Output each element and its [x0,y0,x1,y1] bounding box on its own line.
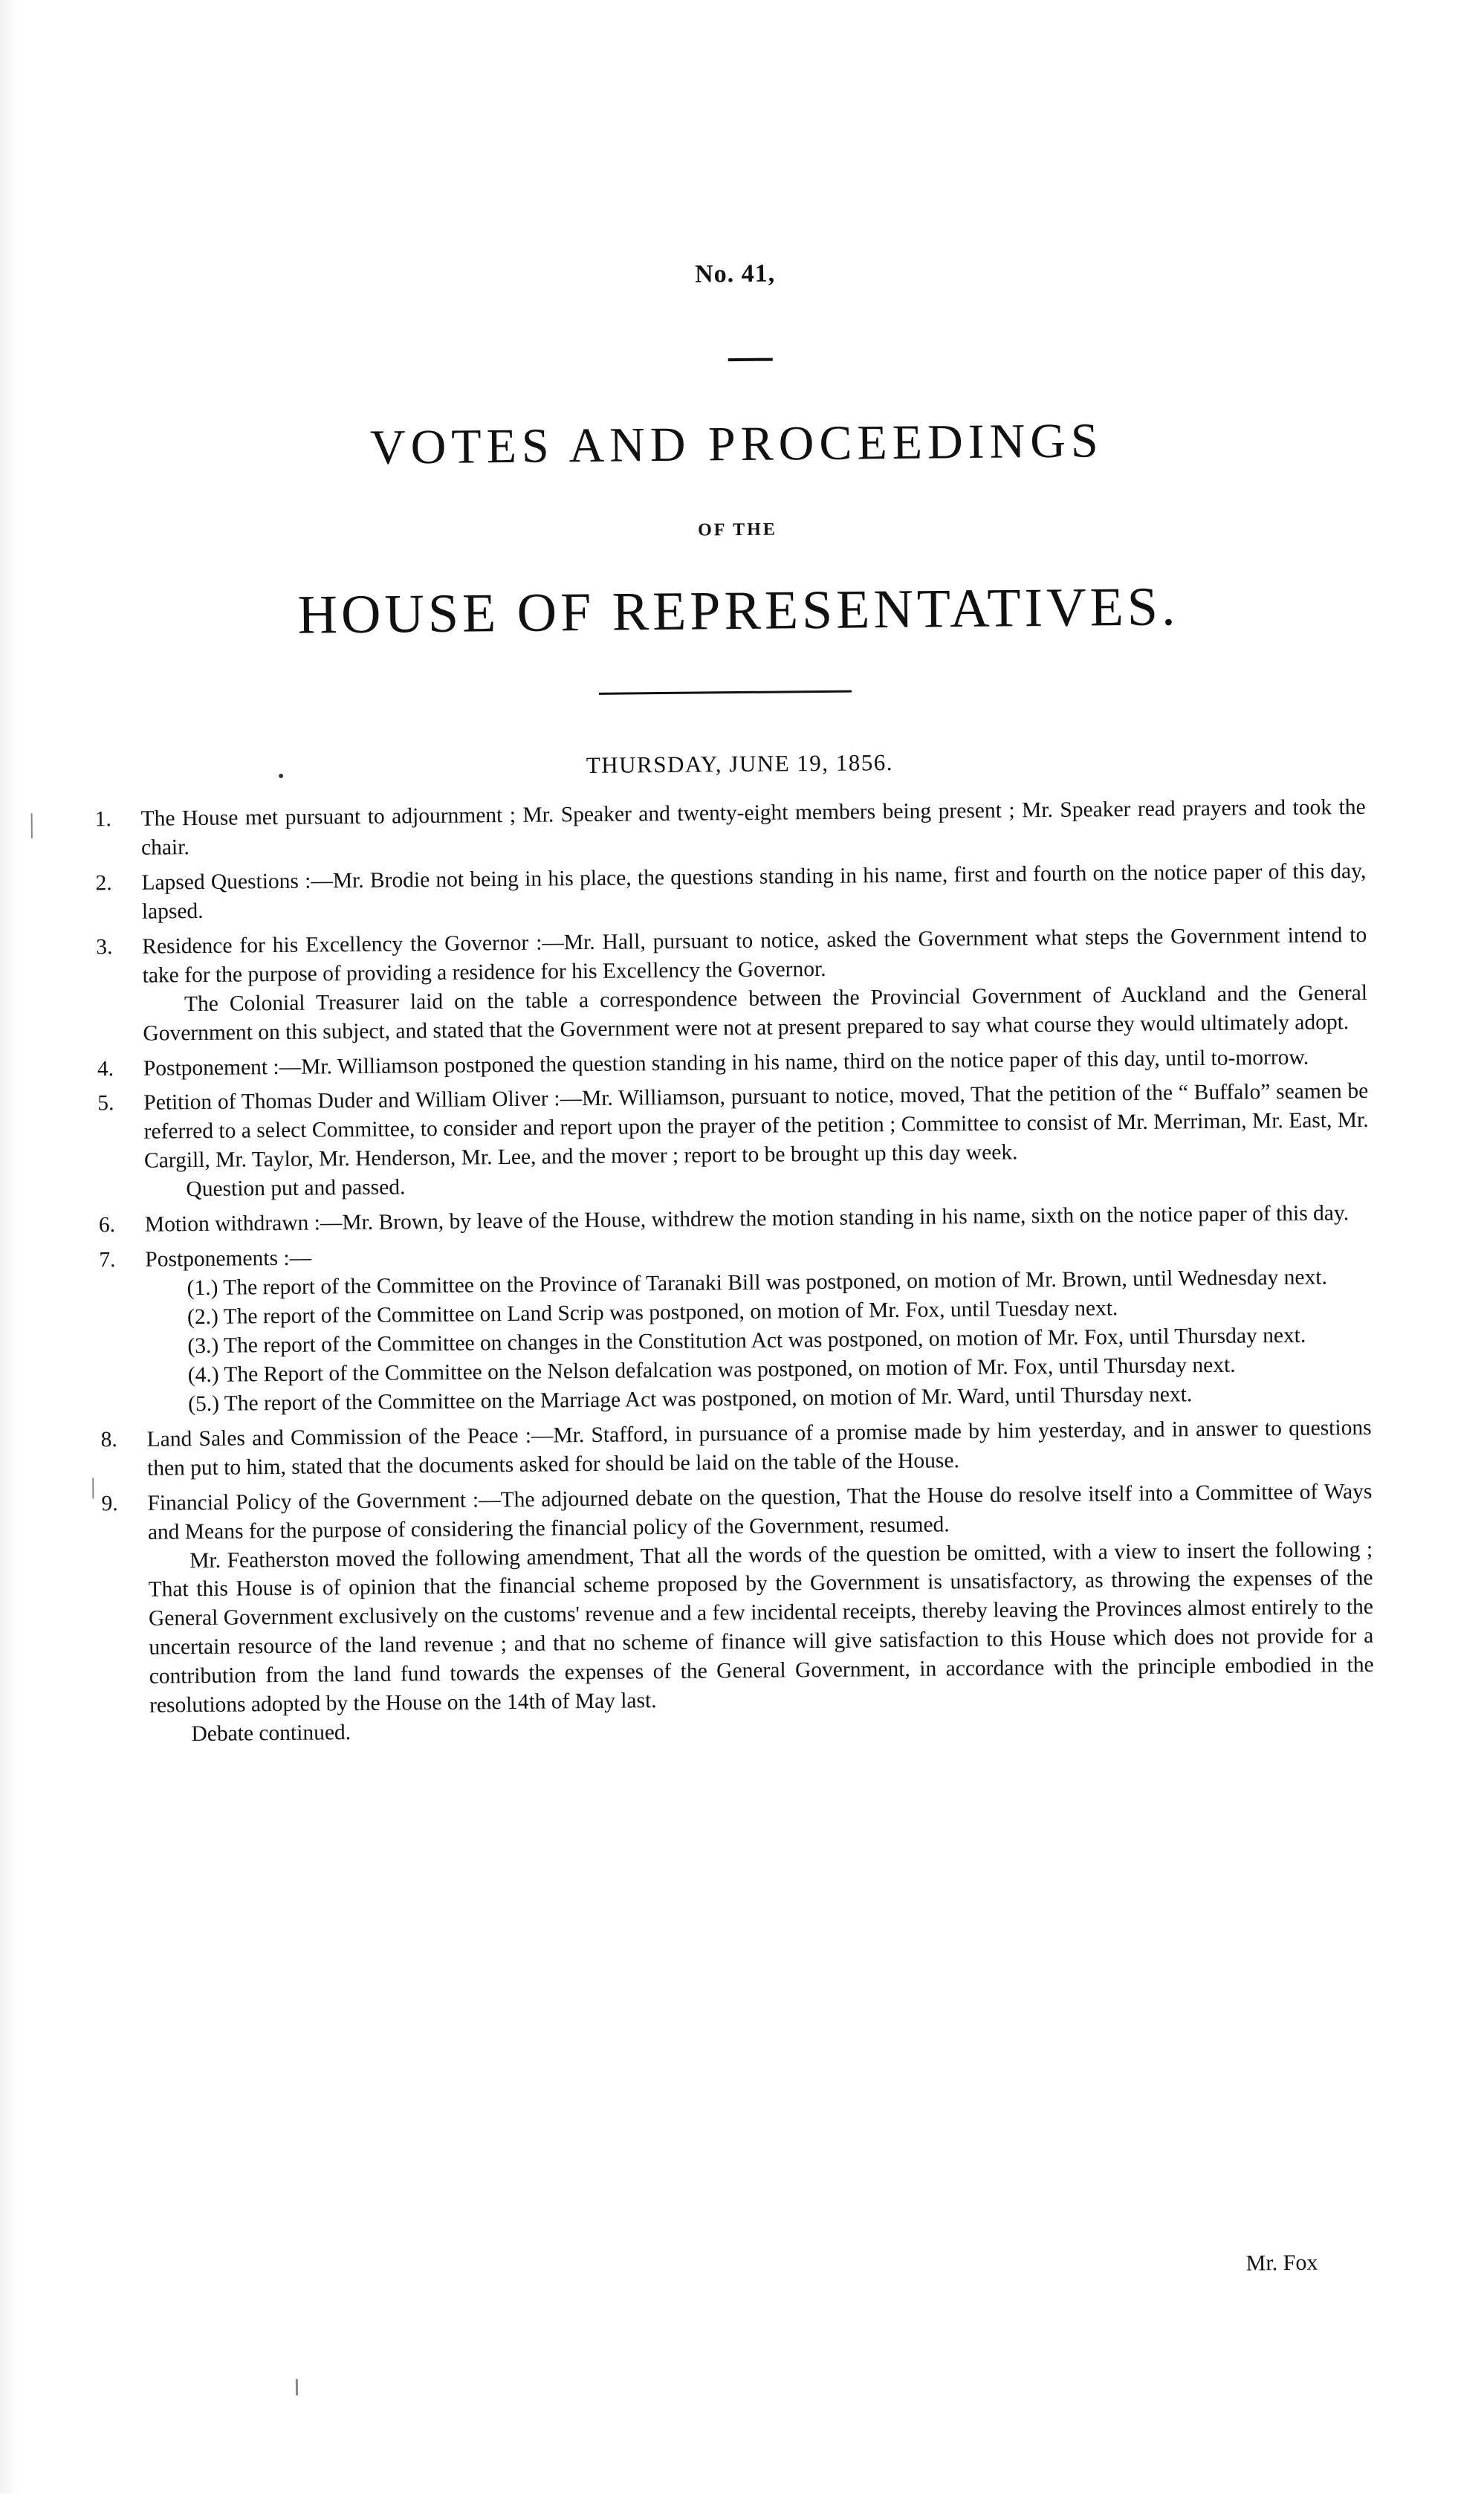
minute-entry [91,1199,1370,1240]
catchword: Mr. Fox [1245,2250,1318,2276]
minute-text: Lapsed Questions :—Mr. Brodie not being in his place, the questions standing in his name, first and fourth on the notice paper of this day, lapsed. [141,858,1367,924]
minute-entry [90,1077,1369,1205]
minute-number: 1. [94,807,111,832]
minutes-list [87,793,1374,1756]
minute-subitem: (4.) The Report of the Committee on the Nelson defalcation was postponed, on motion of Mr. Fox, until Thursday next. [187,1353,1236,1388]
minute-number: 5. [97,1091,114,1116]
minute-text: Petition of Thomas Duder and William Oliver :—Mr. Williamson, pursuant to notice, moved, That the petition of the “ Buffalo” seamen be referred to a select Committee, to consider and report upon the prayer of the petition ; Committee to consist of Mr. Merriman, Mr. East, Mr. Cargill, Mr. Taylor, Mr. Henderson, Mr. Lee, and the mover ; report to be brought up this day week. [143,1079,1369,1174]
ink-speck [279,774,283,778]
minute-entry [94,1478,1374,1750]
minute-number: 2. [95,871,112,896]
minute-text: Financial Policy of the Government :—The adjourned debate on the question, That the House do resolve itself into a Committee of Ways and Means for the purpose of considering the financial policy of the Government, resumed. [147,1479,1373,1544]
minute-number: 9. [101,1491,118,1515]
minute-entry [87,793,1366,863]
minute-text: The House met pursuant to adjournment ; Mr. Speaker and twenty-eight members being present ; Mr. Speaker read prayers and took the chair. [140,795,1366,860]
minute-text: Residence for his Excellency the Governor :—Mr. Hall, pursuant to notice, asked the Government what steps the Government intend to take for the purpose of providing a residence for his Excellency the Governor. [142,922,1367,988]
minute-text: Postponement :—Mr. Williamson postponed the question standing in his name, third on the notice paper of this day, until to-morrow. [143,1045,1309,1081]
minute-subitem: (2.) The report of the Committee on Land Scrip was postponed, on motion of Mr. Fox, until Tuesday next. [187,1296,1118,1330]
minute-text: Land Sales and Commission of the Peace :—Mr. Stafford, in pursuance of a promise made by him yesterday, and in answer to questions then put to him, stated that the documents asked for should be laid on the table of the House. [146,1415,1372,1481]
minute-number: 3. [96,934,113,960]
minute-number: 4. [97,1056,114,1081]
minute-number: 7. [99,1248,116,1272]
minute-text: Motion withdrawn :—Mr. Brown, by leave of the House, withdrew the motion standing in his name, sixth on the notice paper of this day. [144,1201,1349,1237]
minute-paragraph: Debate continued. [191,1721,351,1747]
minute-entry [91,1234,1371,1420]
minute-number: 6. [98,1213,116,1237]
document-title: VOTES AND PROCEEDINGS [369,413,1104,475]
margin-mark [296,2379,298,2395]
divider-long [599,690,852,695]
minute-entry [88,857,1367,927]
minute-paragraph: The Colonial Treasurer laid on the table a correspondence between the Provincial Government of Auckland and the General Government on this subject, and stated that the Government were not at present prepared to say what course they would ultimately adopt. [143,980,1368,1046]
minute-entry [88,921,1367,1049]
divider-short [728,358,773,362]
minute-subitem: (1.) The report of the Committee on the Province of Taranaki Bill was postponed, on motion of Mr. Brown, until Wednesday next. [187,1265,1328,1301]
minute-entry [93,1414,1372,1484]
margin-mark [31,813,33,838]
minute-entry [90,1042,1368,1083]
minute-number: 8. [100,1427,117,1452]
session-date: THURSDAY, JUNE 19, 1856. [586,749,894,778]
minute-text: Postponements :— [145,1246,312,1272]
document-title-connector: OF THE [697,520,777,540]
minute-paragraph: Question put and passed. [186,1175,406,1202]
minute-subitem: (3.) The report of the Committee on changes in the Constitution Act was postponed, on motion of Mr. Fox, until Thursday next. [187,1323,1306,1359]
minute-subitem: (5.) The report of the Committee on the Marriage Act was postponed, on motion of Mr. Ward, until Thursday next. [188,1382,1193,1416]
minute-paragraph: Mr. Featherston moved the following amendment, That all the words of the question be omitted, with a view to insert the following ; That this House is of opinion that the financial scheme proposed by the Government is unsatisfactory, as throwing the expenses of the General Government exclusively on the customs' revenue and a few incidental receipts, thereby leaving the Provinces almost entirely to the uncertain resource of the land revenue ; and that no scheme of finance will give satisfaction to this House which does not provide for a contribution from the land fund towards the expenses of the General Government, in accordance with the principle embodied in the resolutions adopted by the House on the 14th of May last. [148,1537,1374,1718]
issue-number: No. 41, [694,259,776,288]
document-subtitle: HOUSE OF REPRESENTATIVES. [297,576,1179,646]
